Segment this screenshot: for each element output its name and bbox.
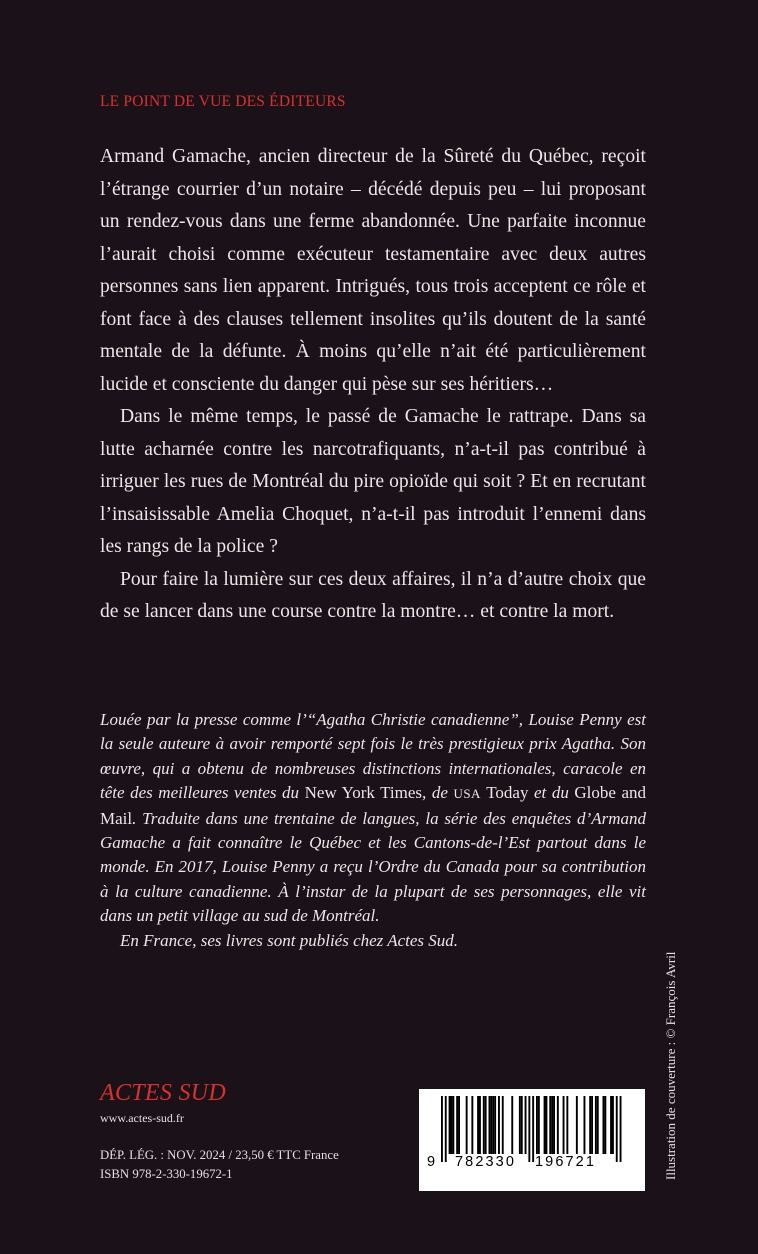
barcode-bar xyxy=(553,1096,555,1154)
barcode-bar xyxy=(466,1096,468,1154)
barcode-bar xyxy=(511,1096,513,1154)
barcode-bar xyxy=(612,1096,614,1154)
barcode-digits xyxy=(419,1154,645,1174)
barcode-bar xyxy=(528,1096,530,1162)
barcode-bar xyxy=(566,1096,568,1154)
barcode-bar xyxy=(521,1096,523,1154)
author-bio-text-1: Louée par la presse comme l’“Agatha Christie canadienne”, Louise Penny est la seule auteure à avoir remporté sept fois le très prestigieux prix Agatha. Son œuvre, qui a obtenu de nombreuses distinctions internationales, caracole en tête des meilleures ventes du xyxy=(100,710,646,803)
barcode-bar xyxy=(441,1096,443,1162)
barcode-bar xyxy=(458,1096,460,1154)
barcode-bar xyxy=(551,1096,553,1154)
barcode-bar xyxy=(538,1096,540,1154)
newspaper-nyt: New York Times xyxy=(304,783,423,803)
barcode-bar xyxy=(591,1096,593,1154)
barcode-bar xyxy=(595,1096,597,1154)
barcode-bar xyxy=(603,1096,605,1154)
barcode-bar xyxy=(546,1096,548,1154)
newspaper-globe: Globe and Mail xyxy=(100,783,647,828)
barcode-bar xyxy=(456,1096,458,1154)
barcode xyxy=(419,1089,645,1191)
barcode-bar xyxy=(620,1096,622,1162)
author-bio-text-3: et du xyxy=(528,783,575,803)
summary-paragraph-2: Dans le même temps, le passé de Gamache le rattrape. Dans sa lutte acharnée contre les narcotrafiquants, n’a-t-il pas contribué à irriguer les rues de Montréal du pire opioïde qui soit ? Et en recrutant l’insaisissable Amelia Choquet, n’a-t-il pas introduit l’ennemi dans les rangs de la police ? xyxy=(100,406,646,557)
barcode-bar xyxy=(490,1096,492,1154)
cover-illustration-credit: Illustration de couverture : © François Avril xyxy=(663,951,678,1180)
barcode-bar xyxy=(589,1096,591,1154)
legal-deposit-price: DÉP. LÉG. : NOV. 2024 / 23,50 € TTC France xyxy=(100,1148,339,1162)
publisher-url: www.actes-sud.fr xyxy=(100,1111,184,1125)
barcode-bar xyxy=(483,1096,485,1154)
barcode-bar xyxy=(519,1096,521,1154)
barcode-right-group: 196721 xyxy=(535,1154,596,1170)
barcode-bar xyxy=(452,1096,454,1154)
barcode-bar xyxy=(610,1096,612,1154)
barcode-bar xyxy=(544,1096,546,1154)
summary-paragraph-3: Pour faire la lumière sur ces deux affaires, il n’a d’autre choix que de se lancer dans une course contre la montre… et contre la mort. xyxy=(100,568,646,622)
barcode-bar xyxy=(489,1096,491,1154)
barcode-bar xyxy=(532,1096,534,1162)
barcode-bar xyxy=(502,1096,504,1154)
publisher-logo: ACTES SUD xyxy=(100,1080,227,1106)
book-summary xyxy=(100,141,646,629)
barcode-bar xyxy=(584,1096,586,1154)
author-bio-paragraph-2: En France, ses livres sont publiés chez Actes Sud. xyxy=(120,930,459,950)
barcode-bar xyxy=(604,1096,606,1154)
barcode-bar xyxy=(445,1096,447,1162)
newspaper-usa: USA xyxy=(453,786,481,802)
author-bio-paragraph-1 xyxy=(100,708,646,929)
barcode-bar xyxy=(479,1096,481,1154)
barcode-bars xyxy=(419,1089,645,1191)
barcode-bar xyxy=(536,1096,538,1154)
barcode-bar xyxy=(494,1096,496,1154)
isbn: ISBN 978-2-330-19672-1 xyxy=(100,1167,233,1181)
barcode-bar xyxy=(477,1096,479,1154)
barcode-bar xyxy=(557,1096,559,1154)
author-bio xyxy=(100,708,646,953)
barcode-bar xyxy=(576,1096,578,1154)
barcode-bar xyxy=(549,1096,551,1154)
barcode-bar xyxy=(451,1096,453,1154)
barcode-bar xyxy=(498,1096,500,1154)
summary-paragraph-1: Armand Gamache, ancien directeur de la Sûreté du Québec, reçoit l’étrange courrier d’un notaire – décédé depuis peu – lui proposant un rendez-vous dans une ferme abandonnée. Une parfaite inconnue l’aurait choisi comme exécuteur testamentaire avec deux autres personnes sans lien apparent. Intrigués, tous trois acceptent ce rôle et font face à des clauses tellement insolites qu’ils doutent de la santé mentale de la défunte. À moins qu’elle n’ait été particulièrement lucide et consciente du danger qui pèse sur ses héritiers… xyxy=(100,146,646,395)
newspaper-today: Today xyxy=(480,783,529,803)
barcode-bar xyxy=(525,1096,527,1154)
barcode-bar xyxy=(616,1096,618,1162)
barcode-bar xyxy=(449,1096,451,1154)
author-bio-text-4: . Traduite dans une trentaine de langues, la série des enquêtes d’Armand Gamache a fait connaître le Québec et les Cantons-de-l’Est partout dans le monde. En 2017, Louise Penny a reçu l’Ordre du Canada pour sa contribution à la culture canadienne. À l’instar de la plupart de ses personnages, elle vit dans un petit village au sud de Montréal. xyxy=(100,808,646,926)
barcode-bar xyxy=(563,1096,565,1154)
barcode-bar xyxy=(471,1096,473,1154)
barcode-bar xyxy=(485,1096,487,1154)
legal-info xyxy=(100,1146,339,1184)
barcode-left-group: 782330 xyxy=(455,1154,516,1170)
section-title: LE POINT DE VUE DES ÉDITEURS xyxy=(100,93,346,110)
barcode-bar xyxy=(492,1096,494,1154)
barcode-first-digit: 9 xyxy=(427,1154,436,1170)
barcode-bar xyxy=(597,1096,599,1154)
author-bio-text-2: , de xyxy=(422,783,454,803)
